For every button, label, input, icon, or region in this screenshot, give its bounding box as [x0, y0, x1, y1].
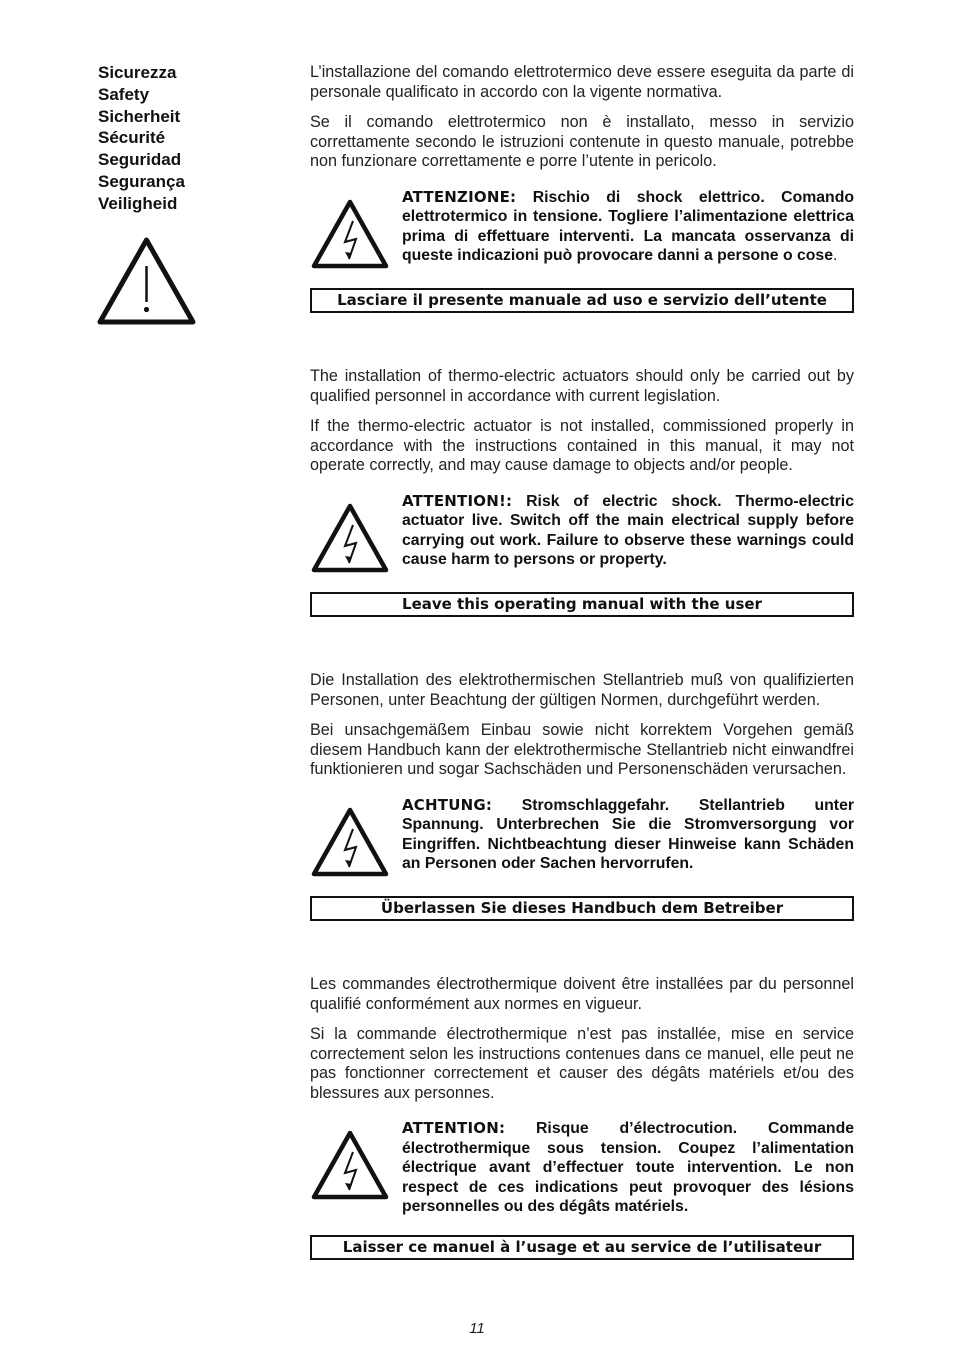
- warning-body: Risk of electric shock. Thermo-electric actuator live. Switch off the main electrical supply before carrying out work. Failure to observe these warnings could cause harm to persons or property.: [402, 492, 854, 569]
- paragraph: L’installazione del comando elettrotermico deve essere eseguita da parte di personale qualificato in accordo con la vigente normativa.: [310, 63, 854, 101]
- heading-securite: Sécurité: [98, 128, 166, 148]
- heading-veiligheid: Veiligheid: [98, 193, 178, 213]
- section-italian: [310, 63, 854, 313]
- paragraph: The installation of thermo-electric actuators should only be carried out by qualified personnel in accordance with current legislation.: [310, 366, 854, 405]
- paragraph: Les commandes électrothermique doivent être installées par du personnel qualifié conformément aux normes en vigueur.: [310, 974, 854, 1013]
- warning-box: [310, 796, 854, 878]
- warning-box: [310, 1119, 854, 1216]
- warning-keyword: ATTENTION!:: [402, 491, 513, 510]
- section-french: [310, 975, 854, 1260]
- notice-box: Leave this operating manual with the user: [310, 592, 854, 617]
- warning-end: .: [833, 247, 838, 265]
- warning-text: [402, 188, 854, 266]
- heading-seguridad: Seguridad: [98, 150, 182, 170]
- warning-body: Risque d’électrocution. Commande électrothermique sous tension. Coupez l’alimentation électrique avant d’effectuer toute intervention. Le non respect de ces indications peut provoquer des lésions personnelles ou des dégâts matériels.: [402, 1120, 854, 1216]
- paragraph: Bei unsachgemäßem Einbau sowie nicht korrektem Vorgehen gemäß diesem Handbuch kann der elektrothermische Stellantrieb nicht einwandfrei funktionieren und sogar Sachschäden und Personenschäden verursachen.: [310, 721, 854, 779]
- safety-headings-list: [98, 62, 185, 215]
- main-content: [310, 63, 854, 1260]
- heading-sicurezza: Sicurezza: [98, 63, 177, 82]
- heading-sicherheit: Sicherheit: [98, 106, 181, 126]
- warning-keyword: ATTENTION:: [402, 1119, 506, 1138]
- electric-shock-warning-icon: [310, 806, 390, 878]
- warning-keyword: ATTENZIONE:: [402, 187, 517, 206]
- notice-box: Laisser ce manuel à l’usage et au service de l’utilisateur: [310, 1235, 854, 1260]
- notice-box: Überlassen Sie dieses Handbuch dem Betreiber: [310, 896, 854, 921]
- paragraph: Die Installation des elektrothermischen Stellantrieb muß von qualifizierten Personen, unter Beachtung der gültigen Normen, durchgeführt werden.: [310, 670, 854, 709]
- paragraph: If the thermo-electric actuator is not installed, commissioned properly in accordance with the instructions contained in this manual, it may not operate correctly, and may cause damage to objects and/or people.: [310, 417, 854, 475]
- heading-safety: Safety: [98, 84, 150, 104]
- section-german: [310, 671, 854, 921]
- caution-triangle-icon: [96, 236, 197, 326]
- electric-shock-warning-icon: [310, 502, 390, 574]
- warning-keyword: ACHTUNG:: [402, 795, 493, 814]
- heading-seguranca: Segurança: [98, 171, 185, 191]
- paragraph: Si la commande électrothermique n’est pas installée, mise en service correctement selon les instructions contenues dans ce manuel, elle peut ne pas fonctionner correctement et causer des dégâts matériels et/ou des blessures aux personnes.: [310, 1025, 854, 1102]
- warning-body: Rischio di shock elettrico. Comando elettrotermico in tensione. Togliere l’alimentazione elettrica prima di effettuare interventi. La mancata osservanza di queste indicazioni può provocare danni a persone o cose: [402, 188, 855, 265]
- notice-box: Lasciare il presente manuale ad uso e servizio dell’utente: [310, 288, 854, 313]
- warning-text: [402, 796, 854, 874]
- warning-text: [402, 1119, 854, 1216]
- section-english: [310, 367, 854, 617]
- warning-box: [310, 492, 854, 574]
- electric-shock-warning-icon: [310, 1129, 390, 1201]
- page-number: 11: [469, 1320, 485, 1337]
- warning-text: [402, 492, 854, 570]
- paragraph: Se il comando elettrotermico non è installato, messo in servizio correttamente secondo le istruzioni contenute in questo manuale, potrebbe non funzionare correttamente e porre l’utente in pericolo.: [310, 113, 854, 171]
- electric-shock-warning-icon: [310, 198, 390, 270]
- warning-body: Stromschlaggefahr. Stellantrieb unter Spannung. Unterbrechen Sie die Stromversorgung vor Eingriffen. Nichtbeachtung dieser Hinweise kann Schäden an Personen oder Sachen hervorrufen.: [402, 796, 855, 873]
- warning-box: [310, 188, 854, 270]
